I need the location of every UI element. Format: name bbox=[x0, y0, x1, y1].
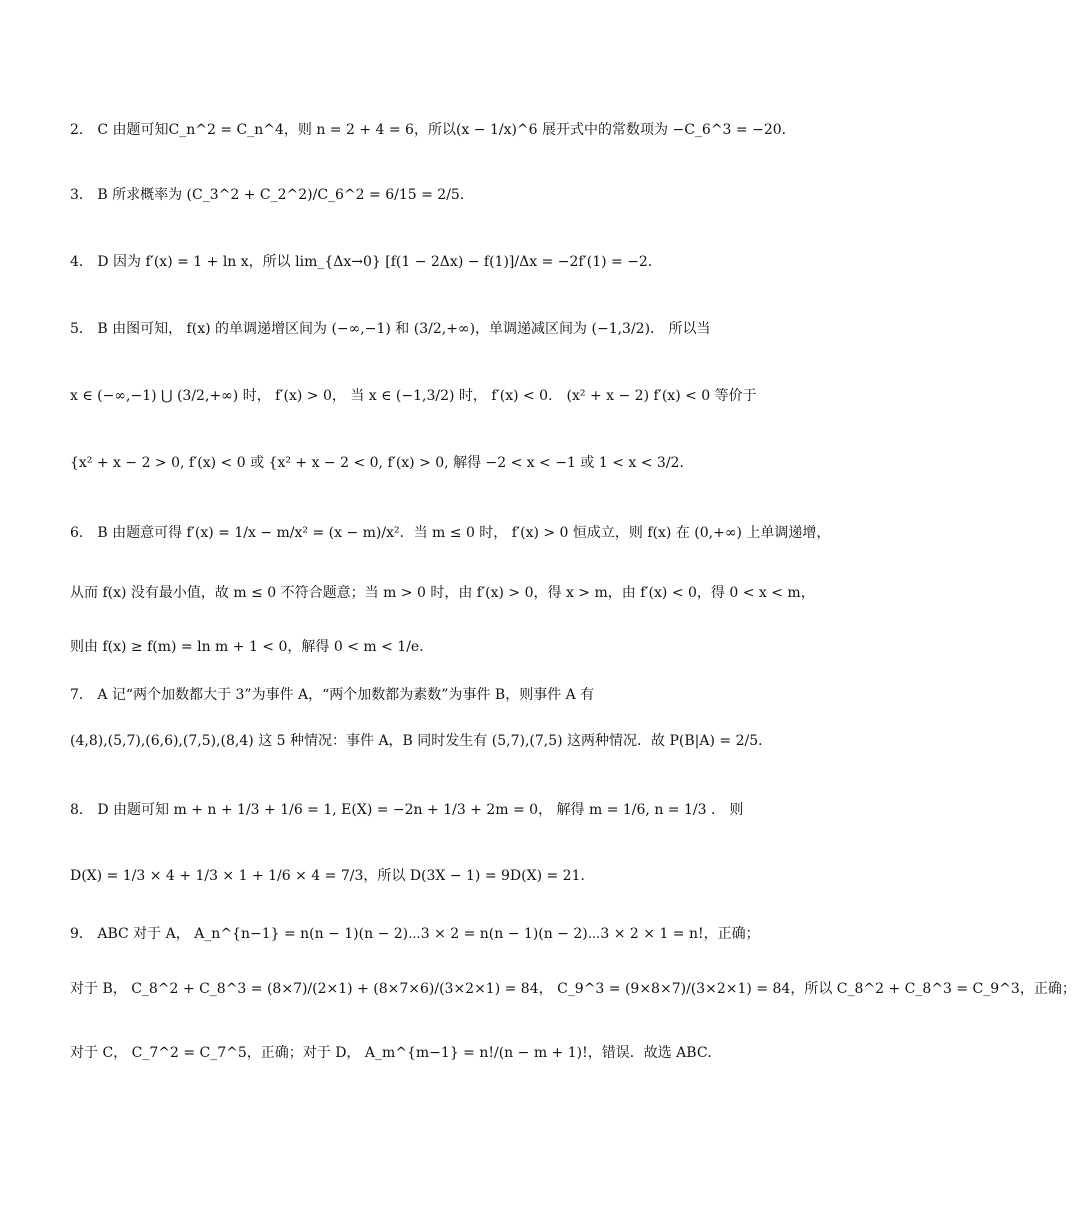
answer-q5-line1: 5． B 由图可知， f(x) 的单调递增区间为 (−∞,−1) 和 (3/2,+∞)，单调递减区间为 (−1,3/2)． 所以当 bbox=[70, 321, 711, 337]
answer-q3: 3． B 所求概率为 (C_3^2 + C_2^2)/C_6^2 = 6/15 = 2/5． bbox=[70, 187, 474, 203]
answer-q4: 4． D 因为 f′(x) = 1 + ln x，所以 lim_{Δx→0} [f(1 − 2Δx) − f(1)]/Δx = −2f′(1) = −2． bbox=[70, 254, 662, 270]
answer-q6-line3: 则由 f(x) ≥ f(m) = ln m + 1 < 0，解得 0 < m < 1/e． bbox=[70, 639, 434, 655]
answer-q6-line2: 从而 f(x) 没有最小值，故 m ≤ 0 不符合题意；当 m > 0 时，由 f′(x) > 0，得 x > m，由 f′(x) < 0，得 0 < x < m， bbox=[70, 585, 815, 601]
answer-q5-line3: {x² + x − 2 > 0, f′(x) < 0 或 {x² + x − 2 < 0, f′(x) > 0, 解得 −2 < x < −1 或 1 < x < 3/2． bbox=[70, 455, 694, 471]
answer-q7-line2: (4,8),(5,7),(6,6),(7,5),(8,4) 这 5 种情况：事件 A，B 同时发生有 (5,7),(7,5) 这两种情况．故 P(B|A) = 2/5． bbox=[70, 733, 773, 749]
answer-q8-line2: D(X) = 1/3 × 4 + 1/3 × 1 + 1/6 × 4 = 7/3，所以 D(3X − 1) = 9D(X) = 21． bbox=[70, 868, 595, 884]
answer-q7-line1: 7． A 记“两个加数都大于 3”为事件 A，“两个加数都为素数”为事件 B，则事件 A 有 bbox=[70, 687, 595, 703]
answer-q9-line1: 9． ABC 对于 A， A_n^{n−1} = n(n − 1)(n − 2)⋯3 × 2 = n(n − 1)(n − 2)⋯3 × 2 × 1 = n!，正确； bbox=[70, 926, 760, 942]
answer-q9-line2: 对于 B， C_8^2 + C_8^3 = (8×7)/(2×1) + (8×7×6)/(3×2×1) = 84， C_9^3 = (9×8×7)/(3×2×1) = 84，所以 C_8^2 + C_8^3 = C_9^3，正确； bbox=[70, 981, 1076, 997]
answer-q6-line1: 6． B 由题意可得 f′(x) = 1/x − m/x² = (x − m)/x²．当 m ≤ 0 时， f′(x) > 0 恒成立，则 f(x) 在 (0,+∞) 上单调递增， bbox=[70, 525, 831, 541]
answer-q5-line2: x ∈ (−∞,−1) ⋃ (3/2,+∞) 时， f′(x) > 0， 当 x ∈ (−1,3/2) 时， f′(x) < 0． (x² + x − 2) f′(x) < 0 等价于 bbox=[70, 388, 757, 404]
answer-q8-line1: 8． D 由题可知 m + n + 1/3 + 1/6 = 1, E(X) = −2n + 1/3 + 2m = 0， 解得 m = 1/6, n = 1/3 ． 则 bbox=[70, 802, 744, 818]
answer-q2: 2． C 由题可知C_n^2 = C_n^4，则 n = 2 + 4 = 6，所以(x − 1/x)^6 展开式中的常数项为 −C_6^3 = −20． bbox=[70, 122, 796, 138]
answer-q9-line3: 对于 C， C_7^2 = C_7^5，正确；对于 D， A_m^{m−1} = n!/(n − m + 1)!，错误．故选 ABC． bbox=[70, 1045, 722, 1061]
